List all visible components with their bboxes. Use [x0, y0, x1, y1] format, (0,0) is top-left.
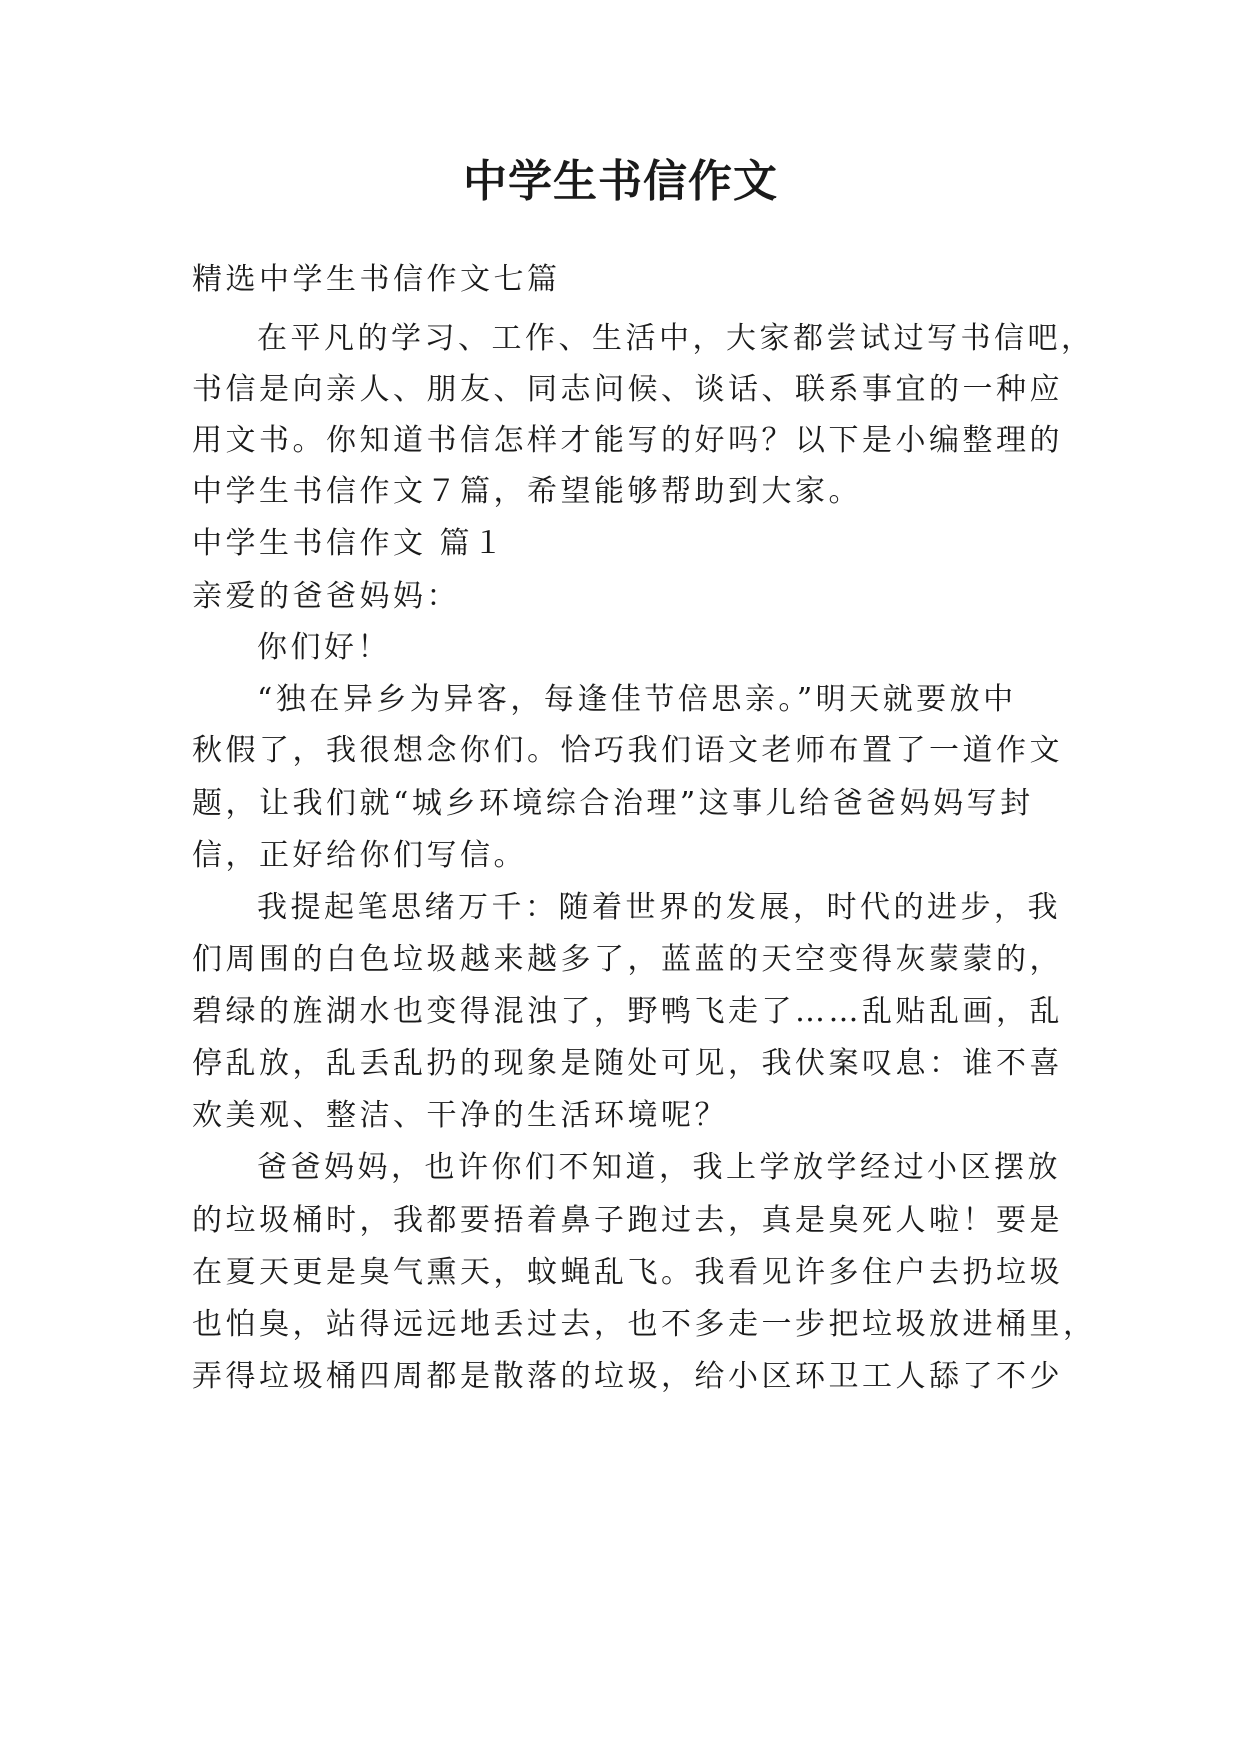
body-line: 碧绿的旌湖水也变得混浊了，野鸭飞走了……乱贴乱画，乱	[192, 994, 1063, 1029]
body-line: 弄得垃圾桶四周都是散落的垃圾，给小区环卫工人舔了不少	[192, 1359, 1063, 1394]
body-line: 题，让我们就“城乡环境综合治理”这事儿给爸爸妈妈写封	[192, 786, 1034, 821]
body-line: 中学生书信作文７篇，希望能够帮助到大家。	[192, 474, 862, 509]
body-line: 秋假了，我很想念你们。恰巧我们语文老师布置了一道作文	[192, 733, 1063, 768]
body-line: 亲爱的爸爸妈妈：	[192, 579, 460, 614]
body-line: 在平凡的学习、工作、生活中，大家都尝试过写书信吧，	[257, 321, 1095, 356]
body-line: 精选中学生书信作文七篇	[192, 262, 561, 297]
body-line: 的垃圾桶时，我都要捂着鼻子跑过去，真是臭死人啦！要是	[192, 1203, 1063, 1238]
body-line: 书信是向亲人、朋友、同志问候、谈话、联系事宜的一种应	[192, 372, 1063, 407]
body-line: 用文书。你知道书信怎样才能写的好吗？以下是小编整理的	[192, 423, 1063, 458]
body-line: 在夏天更是臭气熏天，蚊蝇乱飞。我看见许多住户去扔垃圾	[192, 1255, 1063, 1290]
document-title: 中学生书信作文	[463, 156, 778, 207]
body-line: 我提起笔思绪万千：随着世界的发展，时代的进步，我	[257, 890, 1061, 925]
body-line: “独在异乡为异客，每逢佳节倍思亲。”明天就要放中	[257, 682, 1017, 717]
body-line: 停乱放，乱丢乱扔的现象是随处可见，我伏案叹息：谁不喜	[192, 1046, 1063, 1081]
body-line: 爸爸妈妈，也许你们不知道，我上学放学经过小区摆放	[257, 1150, 1061, 1185]
body-line: 信，正好给你们写信。	[192, 838, 527, 873]
body-line: 你们好！	[257, 630, 391, 665]
body-line: 们周围的白色垃圾越来越多了，蓝蓝的天空变得灰蒙蒙的，	[192, 942, 1063, 977]
body-line: 中学生书信作文 篇１	[192, 526, 507, 561]
body-line: 也怕臭，站得远远地丢过去，也不多走一步把垃圾放进桶里，	[192, 1307, 1097, 1342]
body-line: 欢美观、整洁、干净的生活环境呢？	[192, 1098, 728, 1133]
